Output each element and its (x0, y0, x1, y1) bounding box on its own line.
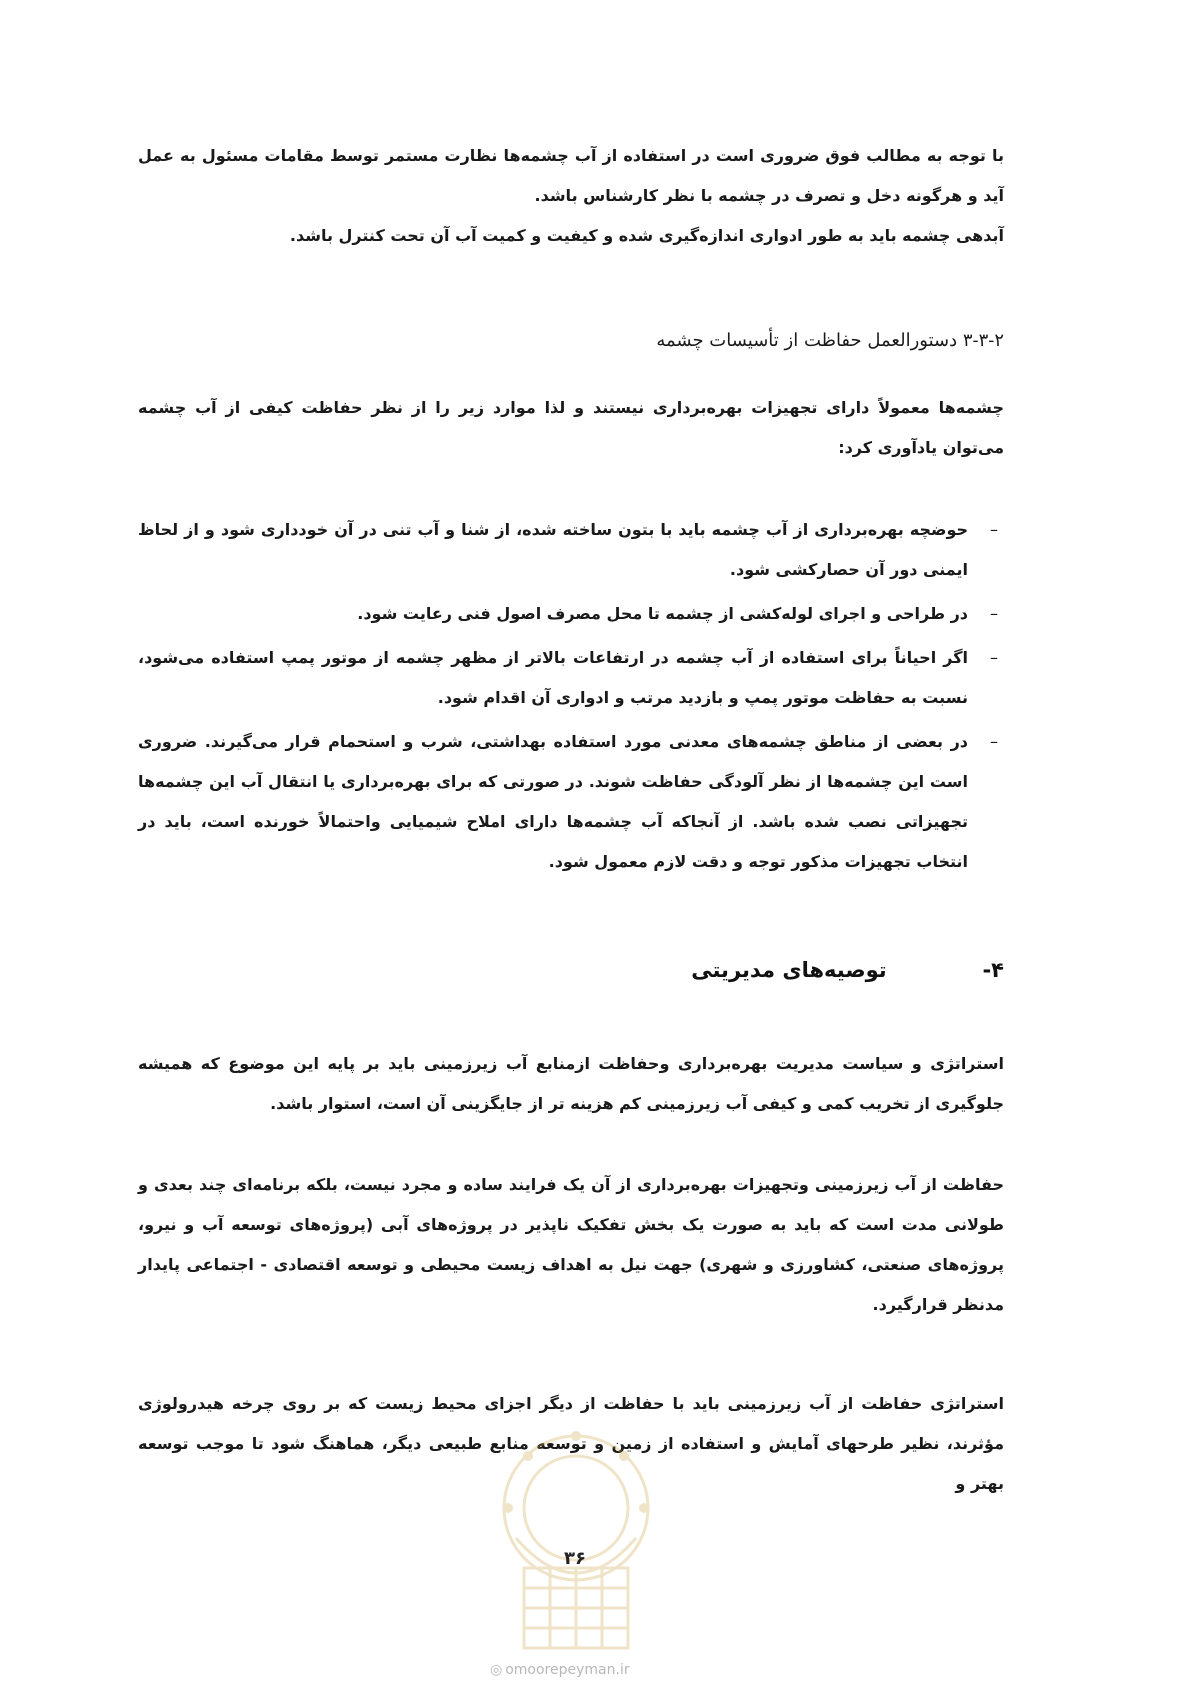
section-4-paragraph-3: استراتژی حفاظت از آب زیرزمینی باید با حفاظت از دیگر اجزای محیط زیست که بر روی چرخه هیدرولوژی مؤثرند، نظیر طرحهای آمایش و استفاده از زمین و توسعه منابع طبیعی دیگر، هماهنگ شود تا موجب توسعه بهتر و (138, 1394, 1004, 1493)
dash-bullet-icon: – (990, 604, 998, 623)
globe-icon: ◎ (490, 1662, 503, 1678)
section-4-paragraph-2: حفاظت از آب زیرزمینی وتجهیزات بهره‌برداری از آن یک فرایند ساده و مجرد نیست، بلکه برنامه‌ای چند بعدی و طولانی مدت است که باید به صورت یک بخش تفکیک ناپذیر در پروژه‌های آبی (پروژه‌های توسعه آب و نیرو، پروژه‌های صنعتی، کشاورزی و شهری) جهت نیل به اهداف زیست محیطی و توسعه اقتصادی - اجتماعی پایدار مدنظر قرارگیرد. (138, 1175, 1004, 1314)
list-item-text: در بعضی از مناطق چشمه‌های معدنی مورد استفاده بهداشتی، شرب و استحمام قرار می‌گیرند. ضروری است این چشمه‌ها از نظر آلودگی حفاظت شوند. در صورتی که برای بهره‌برداری یا انتقال آب این چشمه‌ها تجهیزاتی نصب شده باشد. از آنجاکه آب چشمه‌ها دارای املاح شیمیایی واحتمالاً خورنده است، باید در انتخاب تجهیزات مذکور توجه و دقت لازم معمول شود. (138, 732, 968, 871)
section-3-3-2-heading: ۳-۳-۲ دستورالعمل حفاظت از تأسیسات چشمه (656, 330, 1004, 351)
section-4-number: ۴- (982, 958, 1004, 982)
watermark-site-label: omoorepeyman.ir (505, 1662, 630, 1678)
section-4-paragraph-1: استراتژی و سیاست مدیریت بهره‌برداری وحفاظت ازمنابع آب زیرزمینی باید بر پایه این موضوع که همیشه جلوگیری از تخریب کمی و کیفی آب زیرزمینی کم هزینه تر از جایگزینی آن است، استوار باشد. (138, 1054, 1004, 1113)
intro-paragraph-line-1: با توجه به مطالب فوق ضروری است در استفاده از آب چشمه‌ها نظارت مستمر توسط مقامات مسئول به عمل آید و هرگونه دخل و تصرف در چشمه با نظر کارشناس باشد. (138, 146, 1004, 205)
list-item (138, 510, 1004, 590)
section-3-3-2-intro: چشمه‌ها معمولاً دارای تجهیزات بهره‌برداری نیستند و لذا موارد زیر را از نظر حفاظت کیفی از آب چشمه می‌توان یادآوری کرد: (138, 398, 1004, 457)
section-4-heading (691, 958, 1004, 982)
watermark-logo-icon (476, 1418, 676, 1658)
list-item-text: در طراحی و اجرای لوله‌کشی از چشمه تا محل مصرف اصول فنی رعایت شود. (357, 604, 968, 623)
dash-bullet-icon: – (990, 648, 998, 667)
dash-bullet-icon: – (990, 732, 998, 751)
list-item (138, 722, 1004, 882)
bullet-list (138, 510, 1004, 886)
dash-bullet-icon: – (990, 520, 998, 539)
list-item (138, 638, 1004, 718)
list-item-text: اگر احیاناً برای استفاده از آب چشمه در ارتفاعات بالاتر از مظهر چشمه از موتور پمپ استفاده می‌شود، نسبت به حفاظت موتور پمپ و بازدید مرتب و ادواری آن اقدام شود. (138, 648, 968, 707)
list-item (138, 594, 1004, 634)
page-number: ۳۶ (564, 1548, 586, 1569)
section-4-title: توصیه‌های مدیریتی (691, 958, 887, 982)
list-item-text: حوضچه بهره‌برداری از آب چشمه باید با بتون ساخته شده، از شنا و آب تنی در آن خودداری شود و از لحاظ ایمنی دور آن حصارکشی شود. (138, 520, 968, 579)
intro-paragraph (138, 136, 1004, 256)
intro-paragraph-line-2: آبدهی چشمه باید به طور ادواری اندازه‌گیری شده و کیفیت و کمیت آب آن تحت کنترل باشد. (289, 226, 1004, 245)
watermark-site-text (490, 1662, 690, 1678)
